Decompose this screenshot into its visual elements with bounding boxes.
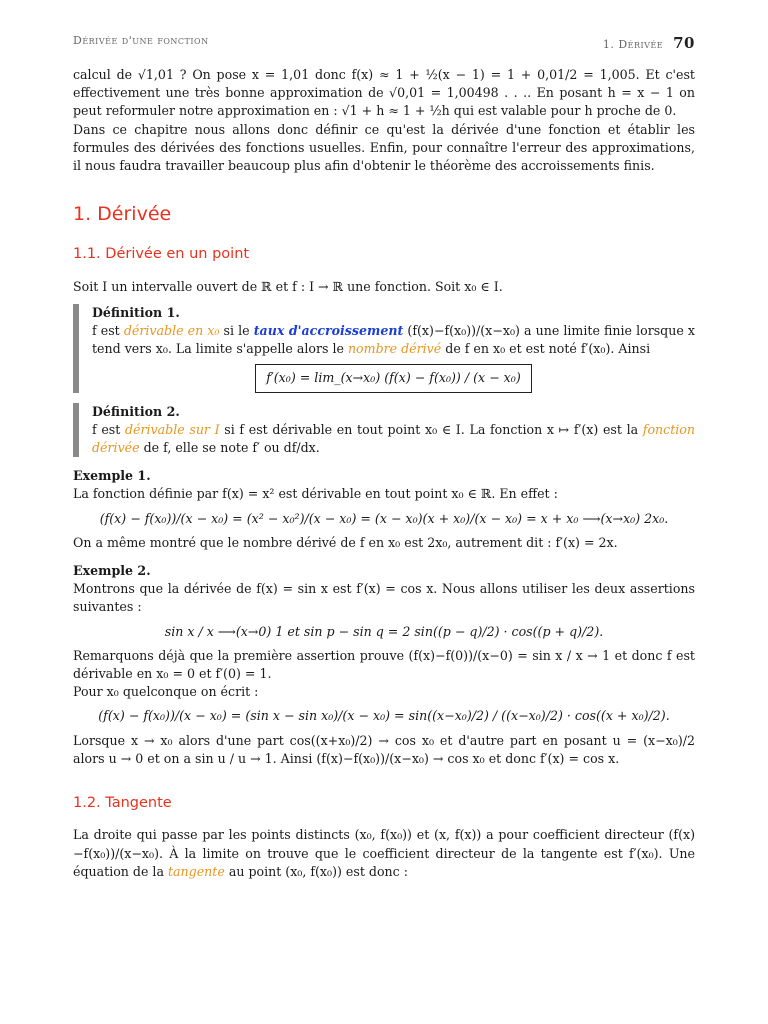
definition-1-text xyxy=(92,322,695,358)
term-fonction-derivee: fonction dérivée xyxy=(92,421,695,456)
definition-1-formula-wrap xyxy=(92,364,695,392)
example-2-paragraph-3: Lorsque x → x₀ alors d'une part cos((x+x₀)/2) → cos x₀ et d'autre part en posant u = (x−x₀)/2 alors u → 0 et on a sin u / u → 1. Ainsi (f(x)−f(x₀))/(x−x₀) → cos x₀ et donc f′(x) = cos x. xyxy=(73,732,695,766)
def1-text-d: de f en x₀ et est noté f′(x₀). Ainsi xyxy=(441,341,651,357)
example-1-title: Exemple 1. xyxy=(73,468,151,484)
intro-paragraph-2: Dans ce chapitre nous allons donc définir ce qu'est la dérivée d'une fonction et établir les formules des dérivées des fonctions usuelles. Enfin, pour connaître l'erreur des approximations, il nous faudra travailler beaucoup plus afin d'obtenir le théorème des accroissements finis. xyxy=(73,121,695,174)
running-header-chapter: Dérivée d'une fonction xyxy=(73,34,209,47)
term-derivable-en-x0: dérivable en x₀ xyxy=(123,323,220,339)
running-header-section xyxy=(603,34,695,52)
subsection-heading-derivee-point: 1.1. Dérivée en un point xyxy=(73,246,250,263)
term-taux-accroissement: taux d'accroissement xyxy=(253,323,404,339)
section-heading: 1. Dérivée xyxy=(73,203,172,226)
page-number: 70 xyxy=(673,34,695,52)
def2-text-c: de f, elle se note f′ ou df/dx. xyxy=(139,440,320,456)
tangent-text-a: La droite qui passe par les points distincts (x₀, f(x₀)) et (x, f(x)) a pour coefficient directeur (f(x)−f(x₀))/(x−x₀). À la limite on trouve que le coefficient directeur de la tangente est f′(x₀). Une équation de la xyxy=(73,827,695,879)
term-nombre-derive: nombre dérivé xyxy=(347,341,442,357)
definition-2-title: Définition 2. xyxy=(92,403,180,419)
example-2-title: Exemple 2. xyxy=(73,563,151,579)
intro-paragraph-1: calcul de √1,01 ? On pose x = 1,01 donc f(x) ≈ 1 + ½(x − 1) = 1 + 0,01/2 = 1,005. Et c'est effectivement une très bonne approximation de √0,01 = 1,00498 . . .. En posant h = x − 1 on peut reformuler notre approximation en : √1 + h ≈ 1 + ½h qui est valable pour h proche de 0. xyxy=(73,67,695,119)
example-2-paragraph-2: Pour x₀ quelconque on écrit : xyxy=(73,684,259,700)
def2-text-a: f est xyxy=(92,421,125,437)
example-1-text: La fonction définie par f(x) = x² est dérivable en tout point x₀ ∈ ℝ. En effet : xyxy=(73,486,558,502)
definition-2-box xyxy=(73,403,695,458)
definition-1-box xyxy=(73,304,695,393)
def1-text-b: si le xyxy=(219,323,254,339)
def1-text-a: f est xyxy=(92,323,124,339)
definition-1-formula: f′(x₀) = lim_(x→x₀) (f(x) − f(x₀)) / (x − x₀) xyxy=(255,364,532,392)
definition-1-title: Définition 1. xyxy=(92,304,180,320)
example-1-conclusion: On a même montré que le nombre dérivé de f en x₀ est 2x₀, autrement dit : f′(x) = 2x. xyxy=(73,534,618,550)
example-2-formula-2: (f(x) − f(x₀))/(x − x₀) = (sin x − sin x₀)/(x − x₀) = sin((x−x₀)/2) / ((x−x₀)/2) · cos((x + x₀)/2). xyxy=(98,708,670,724)
term-tangente: tangente xyxy=(167,863,225,879)
paragraph-setup: Soit I un intervalle ouvert de ℝ et f : I → ℝ une fonction. Soit x₀ ∈ I. xyxy=(73,278,503,294)
definition-2-text xyxy=(92,421,695,457)
tangent-paragraph xyxy=(73,826,695,881)
example-2-formula-1: sin x / x ⟶(x→0) 1 et sin p − sin q = 2 sin((p − q)/2) · cos((p + q)/2). xyxy=(164,623,604,639)
def1-text-c: (f(x)−f(x₀))/(x−x₀) a une limite finie lorsque x tend vers x₀. La limite s'appelle alors le xyxy=(92,323,695,357)
running-header-section-title: 1. Dérivée xyxy=(602,38,664,51)
subsection-heading-tangente: 1.2. Tangente xyxy=(73,795,172,812)
running-header xyxy=(73,30,695,50)
term-derivable-sur-i: dérivable sur I xyxy=(124,421,220,437)
example-2-paragraph-1: Remarquons déjà que la première assertion prouve (f(x)−f(0))/(x−0) = sin x / x → 1 et donc f est dérivable en x₀ = 0 et f′(0) = 1. xyxy=(73,647,695,682)
example-2-text: Montrons que la dérivée de f(x) = sin x est f′(x) = cos x. Nous allons utiliser les deux assertions suivantes : xyxy=(73,581,695,615)
example-1-formula: (f(x) − f(x₀))/(x − x₀) = (x² − x₀²)/(x − x₀) = (x − x₀)(x + x₀)/(x − x₀) = x + x₀ ⟶(x→x₀) 2x₀. xyxy=(99,510,669,526)
text-body xyxy=(73,66,695,881)
def2-text-b: si f est dérivable en tout point x₀ ∈ I. La fonction x ↦ f′(x) est la xyxy=(219,421,643,437)
tangent-text-b: au point (x₀, f(x₀)) est donc : xyxy=(224,863,408,879)
